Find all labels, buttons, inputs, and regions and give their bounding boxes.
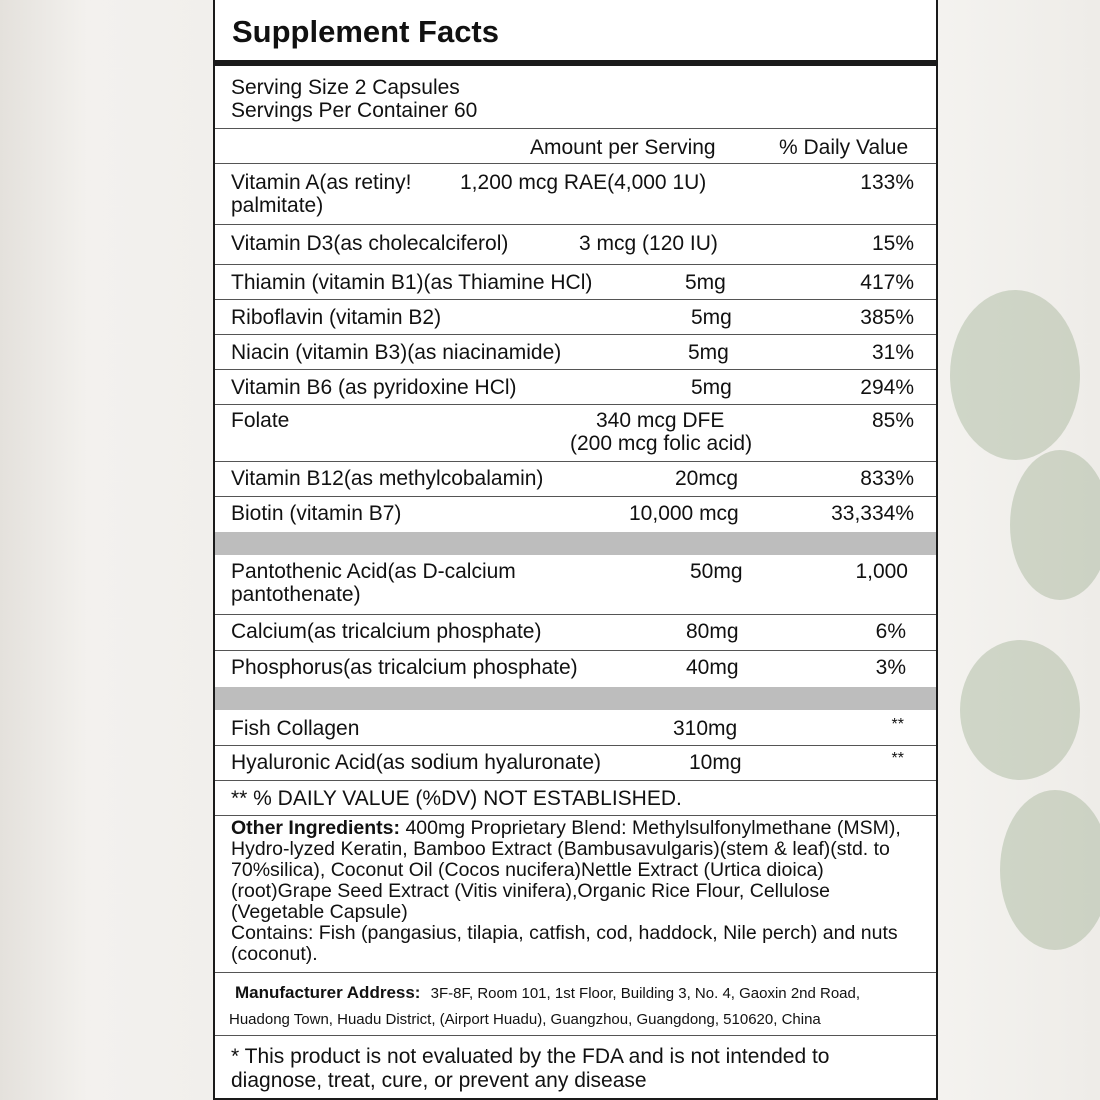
nutrient-name: Vitamin B12(as methylcobalamin) [231, 467, 544, 490]
nutrient-name: Vitamin B6 (as pyridoxine HCl) [231, 376, 517, 399]
nutrient-row [215, 405, 936, 462]
background-foliage [1000, 790, 1100, 950]
nutrient-dv: 6% [875, 620, 906, 643]
nutrient-dv: ** [891, 750, 904, 767]
section-separator [215, 532, 936, 555]
nutrient-row [215, 335, 936, 370]
nutrient-amount: 10,000 mcg [629, 502, 739, 525]
nutrient-dv: 33,334% [831, 502, 914, 525]
manufacturer-address-cont: Huadong Town, Huadu District, (Airport Huadu), Guangzhou, Guangdong, 510620, China [229, 1011, 821, 1028]
supplement-facts-panel [213, 0, 938, 1100]
nutrient-dv: 294% [860, 376, 914, 399]
serving-size: Serving Size 2 Capsules [231, 76, 460, 99]
nutrient-amount: 40mg [686, 656, 739, 679]
nutrient-name-cont: pantothenate) [231, 583, 361, 606]
nutrient-row [215, 710, 936, 746]
nutrient-name: Pantothenic Acid(as D-calcium [231, 560, 516, 583]
nutrient-amount: 5mg [691, 376, 732, 399]
nutrient-amount: 50mg [690, 560, 743, 583]
nutrient-name: Folate [231, 409, 290, 432]
nutrient-row [215, 462, 936, 497]
panel-title: Supplement Facts [232, 14, 499, 49]
fda-disclaimer: * This product is not evaluated by the FDA and is not intended to diagnose, treat, cure, or prevent any disease [231, 1045, 830, 1092]
nutrient-amount: 340 mcg DFE [596, 409, 725, 432]
nutrient-name: Fish Collagen [231, 717, 360, 740]
nutrient-name: Niacin (vitamin B3)(as niacinamide) [231, 341, 562, 364]
nutrient-row [215, 746, 936, 781]
nutrient-amount: 1,200 mcg RAE(4,000 1U) [460, 171, 707, 194]
nutrient-dv: 15% [871, 232, 914, 255]
nutrient-name: Calcium(as tricalcium phosphate) [231, 620, 542, 643]
manufacturer-label: Manufacturer Address: [235, 983, 421, 1002]
nutrient-row [215, 615, 936, 651]
background-foliage [960, 640, 1080, 780]
nutrient-name: Riboflavin (vitamin B2) [231, 306, 442, 329]
nutrient-dv: 833% [860, 467, 914, 490]
nutrient-dv: 85% [871, 409, 914, 432]
nutrient-dv: 385% [860, 306, 914, 329]
column-header [215, 129, 936, 164]
dv-note-row [215, 781, 936, 816]
nutrient-dv: 31% [871, 341, 914, 364]
servings-per-container: Servings Per Container 60 [231, 99, 478, 122]
nutrient-row [215, 300, 936, 335]
nutrient-row [215, 164, 936, 225]
section-separator [215, 687, 936, 710]
allergen-statement: Contains: Fish (pangasius, tilapia, catfish, cod, haddock, Nile perch) and nuts (coconut). [231, 922, 898, 965]
nutrient-row [215, 651, 936, 686]
nutrient-name: Hyaluronic Acid(as sodium hyaluronate) [231, 751, 602, 774]
nutrient-amount: 10mg [689, 751, 742, 774]
manufacturer-line-1: 3F-8F, Room 101, 1st Floor, Building 3, No. 4, Gaoxin 2nd Road, [430, 985, 861, 1002]
nutrient-amount: 3 mcg (120 IU) [579, 232, 718, 255]
nutrient-name: Biotin (vitamin B7) [231, 502, 402, 525]
nutrient-name: Thiamin (vitamin B1)(as Thiamine HCl) [231, 271, 593, 294]
nutrient-dv: ** [891, 716, 904, 733]
nutrient-dv: 417% [860, 271, 914, 294]
nutrient-amount-detail: (200 mcg folic acid) [570, 432, 753, 455]
dv-note: ** % DAILY VALUE (%DV) NOT ESTABLISHED. [231, 787, 682, 810]
nutrient-row [215, 225, 936, 265]
nutrient-row [215, 265, 936, 300]
nutrient-amount: 20mcg [675, 467, 739, 490]
nutrient-amount: 310mg [673, 717, 738, 740]
nutrient-dv: 1,000 [855, 560, 908, 583]
serving-info [215, 66, 936, 129]
nutrient-amount: 5mg [685, 271, 726, 294]
nutrient-dv: 3% [875, 656, 906, 679]
nutrient-amount: 5mg [688, 341, 729, 364]
background-foliage [950, 290, 1080, 460]
nutrient-dv: 133% [860, 171, 914, 194]
nutrient-amount: 5mg [691, 306, 732, 329]
nutrient-row [215, 497, 936, 531]
nutrient-name: Vitamin A(as retiny! [231, 171, 412, 194]
nutrient-name-cont: palmitate) [231, 194, 324, 217]
amount-header: Amount per Serving [530, 136, 716, 159]
other-ingredients-label: Other Ingredients: [231, 817, 401, 839]
daily-value-header: % Daily Value [779, 136, 909, 159]
nutrient-name: Phosphorus(as tricalcium phosphate) [231, 656, 578, 679]
other-ingredients [231, 818, 920, 965]
nutrient-name: Vitamin D3(as cholecalciferol) [231, 232, 509, 255]
nutrient-row [215, 370, 936, 405]
background-foliage [1010, 450, 1100, 600]
manufacturer-address [235, 984, 922, 1003]
nutrient-row [215, 555, 936, 615]
nutrient-amount: 80mg [686, 620, 739, 643]
other-ingredients-text: 400mg Proprietary Blend: Methylsulfonylmethane (MSM), Hydro-lyzed Keratin, Bamboo Extract (Bambusavulgaris)(stem & leaf)(std. to 70%silica), Coconut Oil (Cocos nucifera)Nettle Extract (Urtica dioica)(root)Grape Seed Extract (Vitis vinifera),Organic Rice Flour, Cellulose (Vegetable Capsule) [231, 817, 901, 923]
